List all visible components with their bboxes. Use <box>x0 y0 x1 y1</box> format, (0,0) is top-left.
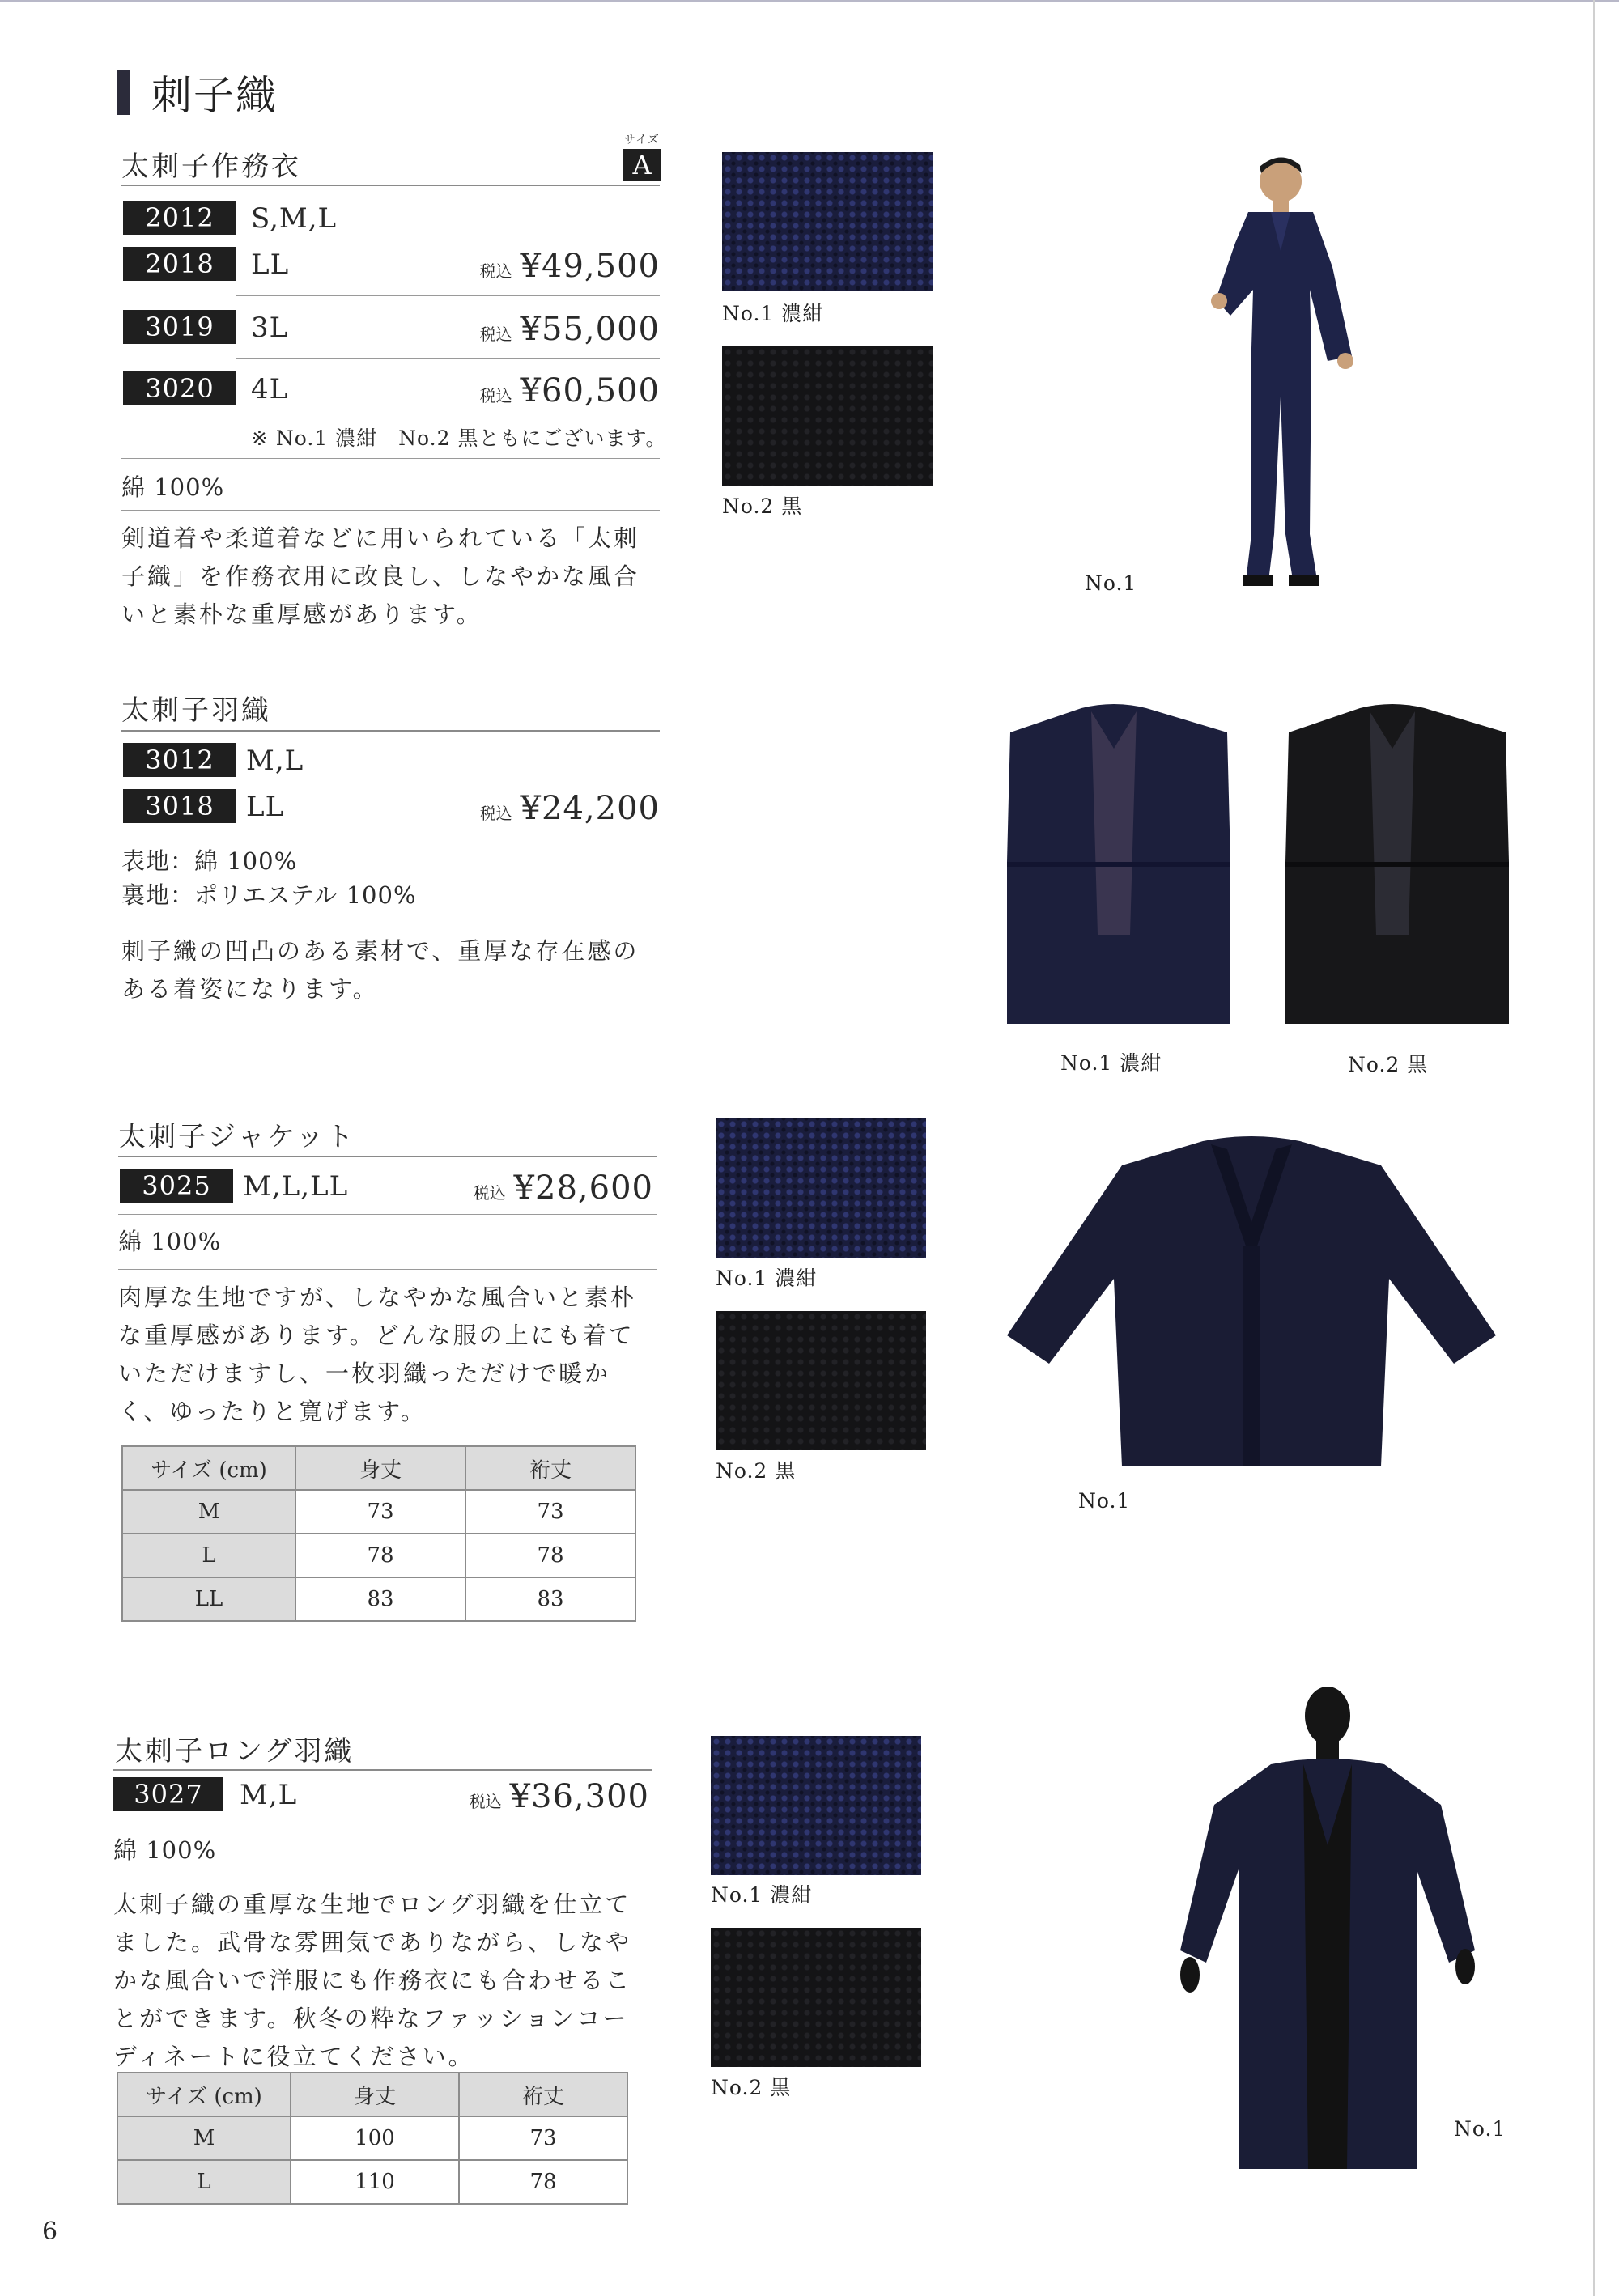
table-header-cell: 身丈 <box>291 2073 459 2116</box>
table-header-cell: サイズ (cm) <box>122 1446 295 1490</box>
section-bar-marker <box>117 70 130 115</box>
swatch-black <box>711 1928 921 2067</box>
product-1-sizes-4: 4L <box>251 373 289 405</box>
price-value: ¥49,500 <box>520 248 660 285</box>
table-row <box>117 2160 627 2204</box>
price-value: ¥24,200 <box>520 790 660 827</box>
table-cell: M <box>122 1490 295 1534</box>
price-value: ¥28,600 <box>513 1169 653 1207</box>
section-title: 刺子織 <box>151 72 278 119</box>
product-4-sizes-1: M,L <box>240 1779 298 1811</box>
product-3-code-1: 3025 <box>120 1169 233 1203</box>
table-cell: 73 <box>465 1490 635 1534</box>
haori-black-photo <box>1279 700 1514 1032</box>
table-cell: 83 <box>465 1577 635 1621</box>
section-heading <box>117 68 278 117</box>
product-1-sizes-1: S,M,L <box>251 202 338 235</box>
product-2-material-outer: 表地：綿 100% <box>121 847 298 875</box>
table-row <box>117 2116 627 2160</box>
swatch-caption-navy: No.1 濃紺 <box>722 302 824 325</box>
product-3-description: 肉厚な生地ですが、しなやかな風合いと素朴な重厚感があります。どんな服の上にも着ていただけますし、一枚羽織っただけで暖かく、ゆったりと寛げます。 <box>118 1284 637 1425</box>
product-4-size-table <box>117 2072 628 2205</box>
product-4-price <box>470 1778 649 1815</box>
swatch-caption-black: No.2 黒 <box>711 2076 792 2099</box>
jacket-photo <box>1001 1133 1502 1473</box>
table-header-cell: 裄丈 <box>465 1446 635 1490</box>
size-badge <box>623 131 661 181</box>
table-header-row <box>117 2073 627 2116</box>
swatch-navy <box>722 152 933 291</box>
product-2-name: 太刺子羽織 <box>121 694 271 727</box>
tax-label: 税込 <box>479 804 512 823</box>
page-top-edge <box>0 0 1619 2</box>
table-cell: 78 <box>465 1534 635 1577</box>
swatch-navy <box>711 1736 921 1875</box>
product-1-color-note: ※ No.1 濃紺 No.2 黒ともにございます。 <box>251 427 667 450</box>
product-1-code-4: 3020 <box>123 371 236 405</box>
long-haori-photo <box>1174 1683 1481 2201</box>
table-row <box>122 1534 635 1577</box>
swatch-black <box>722 346 933 486</box>
table-cell: 100 <box>291 2116 459 2160</box>
product-4-title-rule <box>113 1769 652 1771</box>
jacket-photo-caption: No.1 <box>1078 1489 1131 1513</box>
price-value: ¥55,000 <box>520 311 660 348</box>
product-1-price-4 <box>480 372 660 410</box>
size-badge-letter: A <box>623 149 661 181</box>
row-rule <box>118 1214 657 1215</box>
table-cell: 73 <box>295 1490 465 1534</box>
product-2-sizes-2: LL <box>246 791 285 823</box>
price-value: ¥36,300 <box>509 1778 649 1815</box>
product-1-description: 剣道着や柔道着などに用いられている「太刺子織」を作務衣用に改良し、しなやかな風合いと素朴な重厚感があります。 <box>121 524 640 628</box>
page-number: 6 <box>42 2217 58 2246</box>
product-1-sizes-2: LL <box>251 248 290 281</box>
product-4-code-1: 3027 <box>113 1777 223 1811</box>
product-3-price <box>474 1169 653 1207</box>
product-3-sizes-1: M,L,LL <box>243 1170 349 1203</box>
product-3-title-rule <box>118 1156 657 1157</box>
product-2-code-2: 3018 <box>123 789 236 823</box>
tax-label: 税込 <box>479 386 512 405</box>
product-1-price-2 <box>480 248 660 285</box>
table-row <box>122 1577 635 1621</box>
table-cell: L <box>117 2160 291 2204</box>
table-cell: 110 <box>291 2160 459 2204</box>
table-cell: 78 <box>295 1534 465 1577</box>
product-4-description: 太刺子織の重厚な生地でロング羽織を仕立てました。武骨な雰囲気でありながら、しなやかな風合いで洋服にも作務衣にも合わせることができます。秋冬の粋なファッションコーディネートに役立てください。 <box>113 1891 632 2070</box>
product-2-title-rule <box>121 730 660 732</box>
product-1-title-rule <box>121 185 660 186</box>
product-3-size-table <box>121 1445 636 1622</box>
product-2-price <box>480 790 660 827</box>
table-header-row <box>122 1446 635 1490</box>
product-1-code-3: 3019 <box>123 310 236 344</box>
table-header-cell: 裄丈 <box>459 2073 627 2116</box>
product-2-sizes-1: M,L <box>246 745 304 777</box>
price-value: ¥60,500 <box>520 372 660 410</box>
row-rule <box>121 510 660 511</box>
page-fold-edge <box>1593 0 1595 2296</box>
swatch-caption-navy: No.1 濃紺 <box>711 1883 813 1907</box>
product-3-name: 太刺子ジャケット <box>118 1121 356 1153</box>
product-1-code-1: 2012 <box>123 201 236 235</box>
samue-model-photo <box>1174 154 1368 615</box>
table-row <box>122 1490 635 1534</box>
product-2-code-1: 3012 <box>123 743 236 777</box>
row-rule <box>236 295 660 296</box>
long-haori-photo-caption: No.1 <box>1454 2117 1506 2141</box>
product-4-material: 綿 100% <box>113 1836 217 1864</box>
product-3-material: 綿 100% <box>118 1228 222 1255</box>
product-1-code-2: 2018 <box>123 247 236 281</box>
table-header-cell: 身丈 <box>295 1446 465 1490</box>
product-1-price-3 <box>480 311 660 348</box>
tax-label: 税込 <box>473 1183 506 1203</box>
table-cell: LL <box>122 1577 295 1621</box>
table-header-cell: サイズ (cm) <box>117 2073 291 2116</box>
product-2-description: 刺子織の凹凸のある素材で、重厚な存在感のある着姿になります。 <box>121 937 640 1003</box>
row-rule <box>236 358 660 359</box>
tax-label: 税込 <box>469 1792 502 1811</box>
table-cell: 83 <box>295 1577 465 1621</box>
table-cell: M <box>117 2116 291 2160</box>
product-1-name: 太刺子作務衣 <box>121 151 301 183</box>
swatch-caption-black: No.2 黒 <box>716 1459 797 1483</box>
swatch-caption-navy: No.1 濃紺 <box>716 1267 818 1290</box>
haori-navy-photo <box>1001 700 1235 1032</box>
table-cell: 78 <box>459 2160 627 2204</box>
swatch-navy <box>716 1118 926 1258</box>
product-1-sizes-3: 3L <box>251 312 289 344</box>
haori-caption-navy: No.1 濃紺 <box>1060 1051 1162 1075</box>
row-rule <box>118 1269 657 1270</box>
table-cell: L <box>122 1534 295 1577</box>
swatch-black <box>716 1311 926 1450</box>
table-cell: 73 <box>459 2116 627 2160</box>
swatch-caption-black: No.2 黒 <box>722 494 803 518</box>
product-4-name: 太刺子ロング羽織 <box>115 1735 355 1768</box>
product-1-material: 綿 100% <box>121 473 225 501</box>
product-2-material-lining: 裏地：ポリエステル 100% <box>121 881 417 909</box>
size-badge-label: サイズ <box>624 134 660 146</box>
samue-photo-caption: No.1 <box>1085 571 1137 595</box>
row-rule <box>121 458 660 459</box>
tax-label: 税込 <box>479 261 512 281</box>
haori-caption-black: No.2 黒 <box>1348 1053 1429 1076</box>
tax-label: 税込 <box>479 325 512 344</box>
